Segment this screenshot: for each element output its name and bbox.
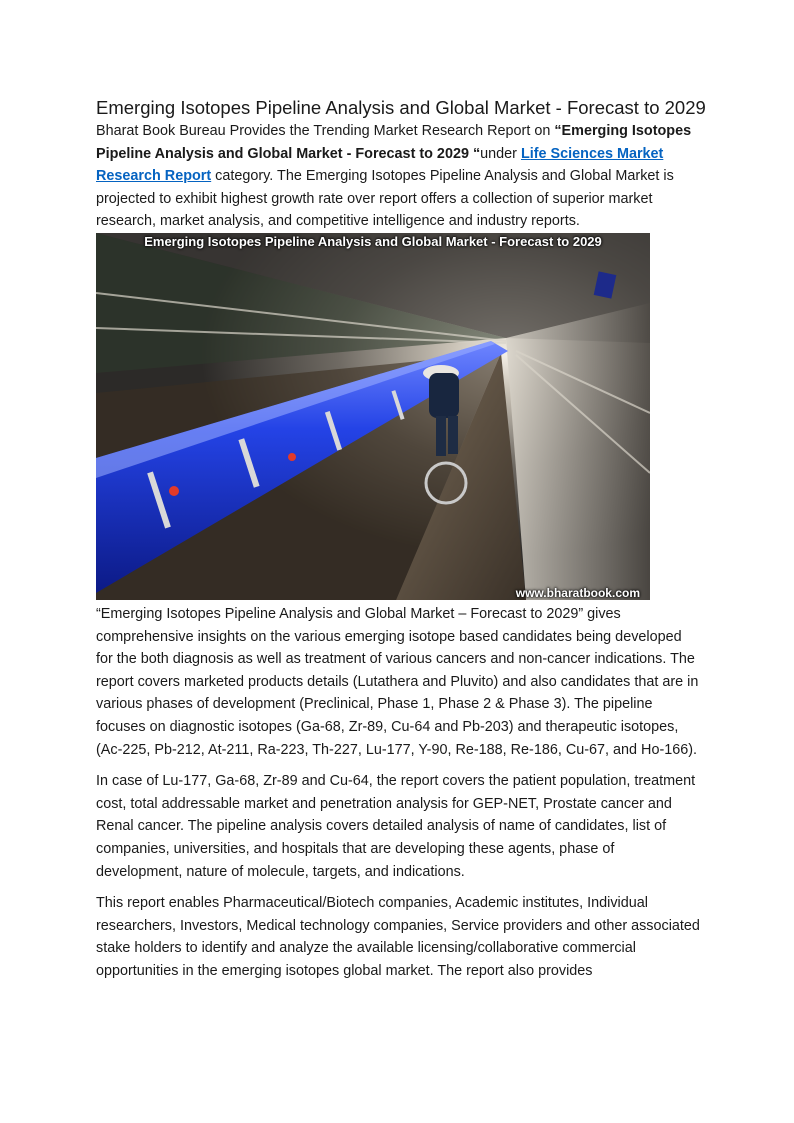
paragraph-1: “Emerging Isotopes Pipeline Analysis and Global Market – Forecast to 2029” gives comprehensive insights on the various emerging isotope based candidates being developed for the both diagnosis as well as treatment of various cancers and non-cancer indications. The report covers marketed products details (Lutathera and Pluvito) and also candidates that are in various phases of development (Preclinical, Phase 1, Phase 2 & Phase 3). The pipeline focuses on diagnostic isotopes (Ga-68, Zr-89, Cu-64 and Pb-203) and therapeutic isotopes, (Ac-225, Pb-212, At-211, Ra-223, Th-227, Lu-177, Y-90, Re-188, Re-186, Cu-67, and Ho-166). <box>96 605 699 758</box>
image-watermark: www.bharatbook.com <box>515 585 640 600</box>
intro-text-2: under <box>480 145 521 162</box>
intro-text-1: Bharat Book Bureau Provides the Trending Market Research Report on <box>96 123 555 139</box>
image-title-overlay: Emerging Isotopes Pipeline Analysis and Global Market - Forecast to 2029 <box>144 233 602 249</box>
paragraph-2: In case of Lu-177, Ga-68, Zr-89 and Cu-64, the report covers the patient population, treatment cost, total addressable market and penetration analysis for GEP-NET, Prostate cancer and Renal cancer. The pipeline analysis covers detailed analysis of name of candidates, list of companies, universities, and hospitals that are developing these agents, phase of development, nature of molecule, targets, and indications. <box>96 773 696 880</box>
intro-report-title: “Emerging Isotopes Pipeline Analysis and Global Market - Forecast to 2029 “ <box>96 123 692 162</box>
tunnel-photo <box>96 233 650 600</box>
intro-paragraph <box>96 120 700 233</box>
paragraph-3: This report enables Pharmaceutical/Biotech companies, Academic institutes, Individual researchers, Investors, Medical technology companies, Service providers and other associated stake holders to identify and analyze the available licensing/collaborative commercial opportunities in the emerging isotopes global market. The report also provides <box>96 895 700 979</box>
intro-text-3: category. The Emerging Isotopes Pipeline Analysis and Global Market is projected to exhibit highest growth rate over report offers a collection of superior market research, market analysis, and competitive intelligence and industry reports. <box>96 168 674 230</box>
document-page <box>96 96 706 982</box>
report-cover-image <box>96 233 650 600</box>
category-link[interactable]: Life Sciences Market Research Report <box>96 145 664 185</box>
document-title: Emerging Isotopes Pipeline Analysis and Global Market - Forecast to 2029 <box>96 97 706 118</box>
